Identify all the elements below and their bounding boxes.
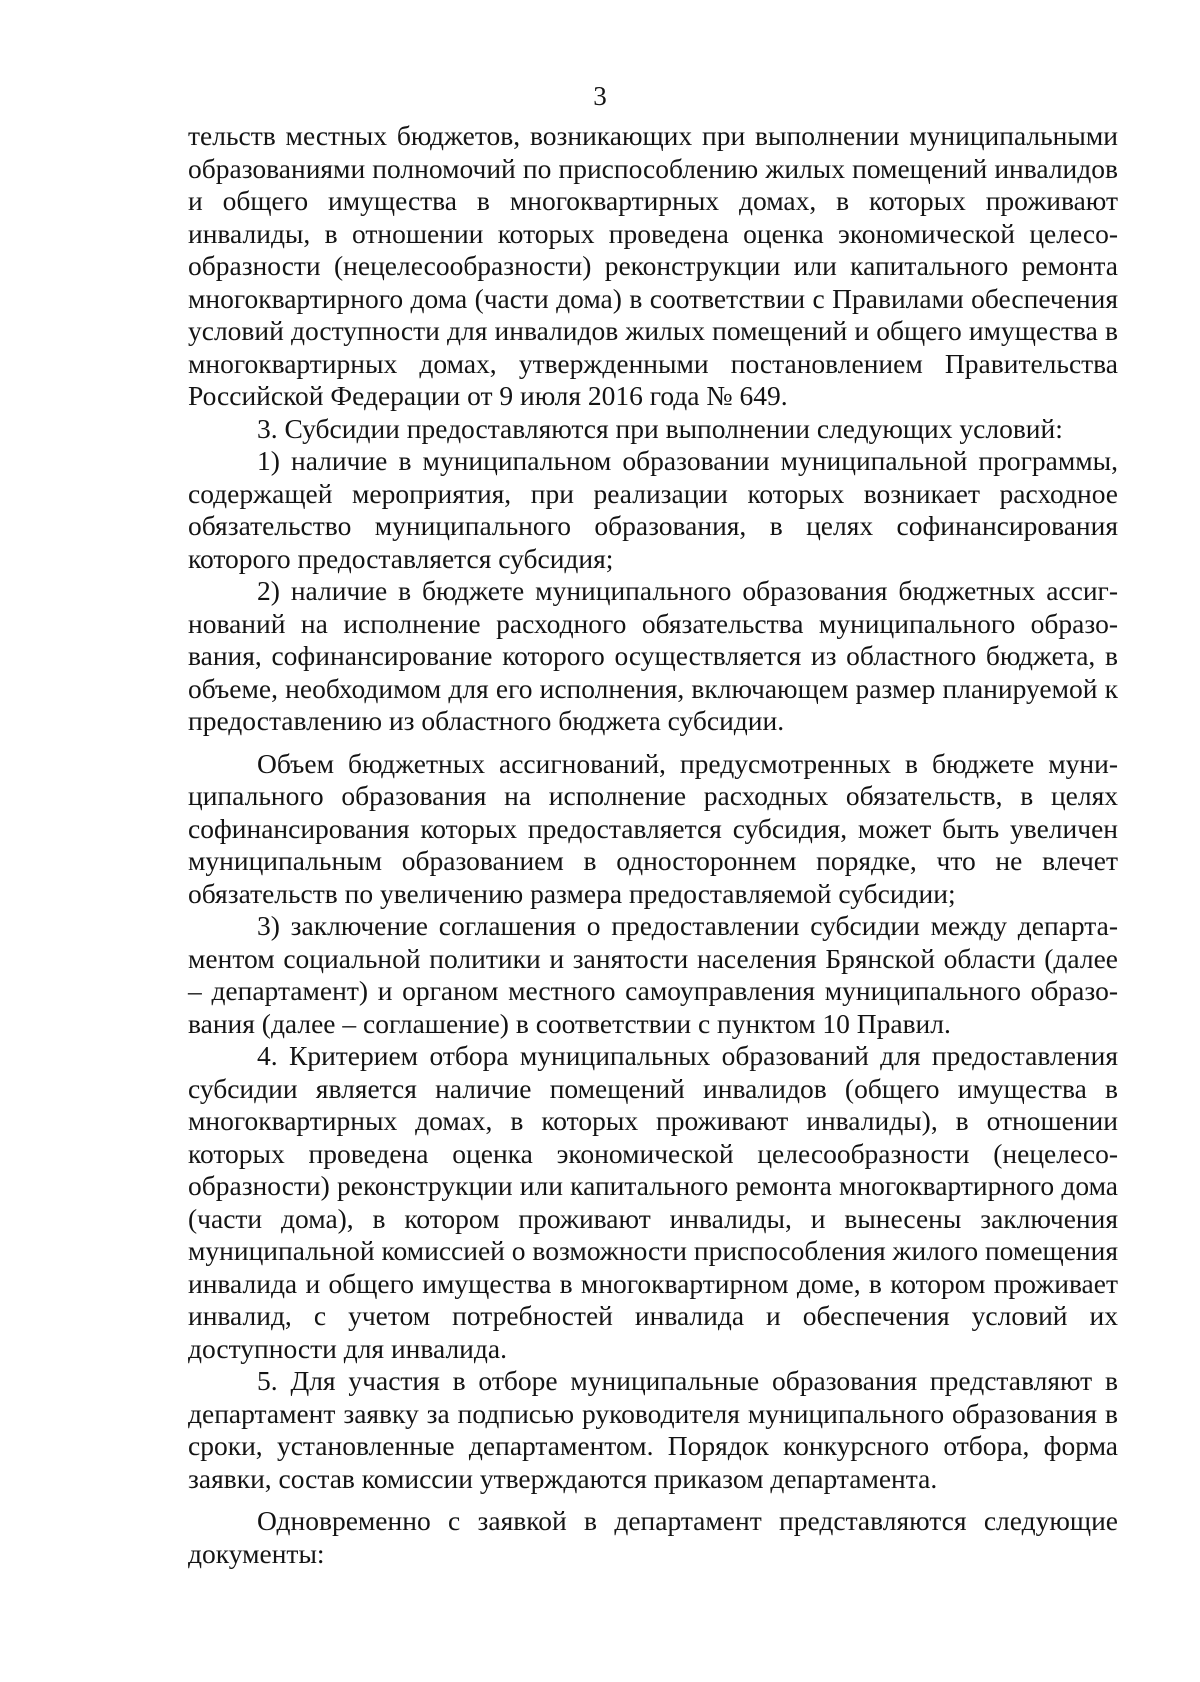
paragraph-condition-1: 1) наличие в муниципальном образовании муниципальной программы, содержащей мероприятия, при реализации которых возникает расходное обязательство муниципального образования, в целях софинансирования которого предоставляется субсидия;	[188, 445, 1118, 574]
paragraph-documents: Одновременно с заявкой в департамент представляются следующие документы:	[188, 1505, 1118, 1569]
paragraph-item-5: 5. Для участия в отборе муниципальные образования представляют в департамент заявку за подписью руководителя муниципального образования в сроки, установленные департаментом. Порядок конкурсного отбора, форма заявки, состав комиссии утверждаются приказом департамента.	[188, 1365, 1118, 1494]
document-body	[188, 120, 1118, 1570]
paragraph-budget-volume: Объем бюджетных ассигнований, предусмотренных в бюджете муниципального образования на исполнение расходных обязательств, в целях софинансирования которых предоставляется субсидия, может быть увеличен муниципальным образованием в одностороннем порядке, что не влечет обязательств по увеличению размера предоставляемой субсидии;	[188, 747, 1118, 909]
paragraph-item-4: 4. Критерием отбора муниципальных образований для предоставления субсидии является наличие помещений инвалидов (общего имущества в многоквартирных домах, в которых проживают инвалиды), в отношении которых проведена оценка экономической целесообразности (нецелесообразности) реконструкции или капитального ремонта многоквартирного дома (части дома), в котором проживают инвалиды, и вынесены заключения муниципальной комиссией о возможности приспособления жилого помещения инвалида и общего имущества в многоквартирном доме, в котором проживает инвалид, с учетом потребностей инвалида и обеспечения условий их доступности для инвалида.	[188, 1040, 1118, 1364]
paragraph-continuation: тельств местных бюджетов, возникающих при выполнении муниципальными образованиями полномочий по приспособлению жилых помещений инвалидов и общего имущества в многоквартирных домах, в которых проживают инвалиды, в отношении которых проведена оценка экономической целесообразности (нецелесообразности) реконструкции или капитального ремонта многоквартирного дома (части дома) в соответствии с Правилами обеспечения условий доступности для инвалидов жилых помещений и общего имущества в многоквартирных домах, утвержденными постановлением Правительства Российской Федерации от 9 июля 2016 года № 649.	[188, 120, 1118, 411]
paragraph-condition-2: 2) наличие в бюджете муниципального образования бюджетных ассигнований на исполнение расходного обязательства муниципального образования, софинансирование которого осуществляется из областного бюджета, в объеме, необходимом для его исполнения, включающем размер планируемой к предоставлению из областного бюджета субсидии.	[188, 575, 1118, 736]
page-number: 3	[593, 81, 607, 111]
paragraph-condition-3: 3) заключение соглашения о предоставлении субсидии между департаментом социальной политики и занятости населения Брянской области (далее – департамент) и органом местного самоуправления муниципального образования (далее – соглашение) в соответствии с пунктом 10 Правил.	[188, 910, 1118, 1039]
paragraph-gap	[188, 1495, 1118, 1505]
paragraph-gap	[188, 738, 1118, 748]
paragraph-item-3: 3. Субсидии предоставляются при выполнении следующих условий:	[257, 412, 1063, 444]
